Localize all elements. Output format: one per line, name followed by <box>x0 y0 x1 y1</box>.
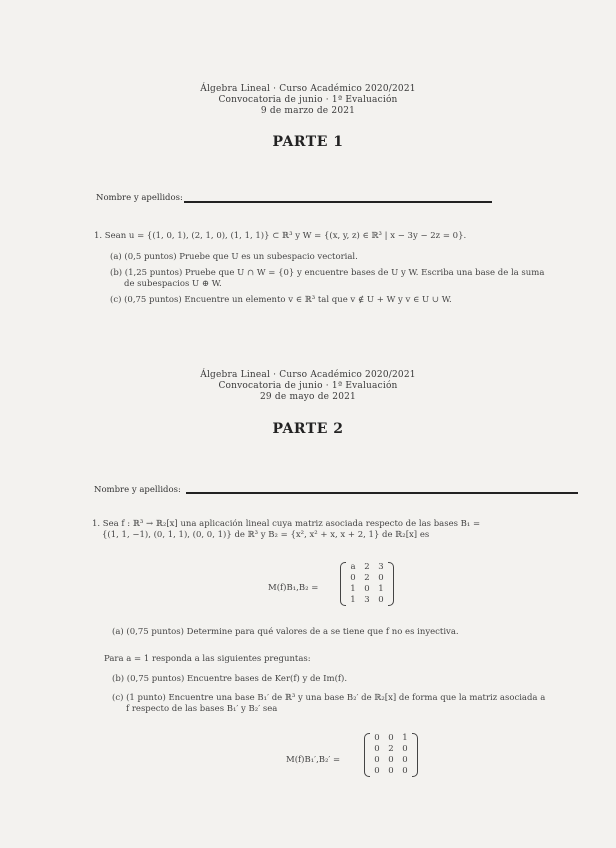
item-b-cont: de subespacios U ⊕ W. <box>124 279 222 289</box>
parte1-header <box>0 84 616 117</box>
matrix-cell: 0 <box>388 755 394 765</box>
matrix-cell: 3 <box>364 595 370 605</box>
matrix-cell: 0 <box>374 744 380 754</box>
parte1-title: PARTE 1 <box>272 134 344 150</box>
name-label: Nombre y apellidos: <box>96 193 183 203</box>
matrix-cell: 1 <box>350 584 356 594</box>
date-line: 9 de marzo de 2021 <box>260 106 356 116</box>
matrix-cell: 0 <box>378 573 384 583</box>
matrix-cell: 0 <box>374 766 380 776</box>
item-a: (a) (0,5 puntos) Pruebe que U es un subespacio vectorial. <box>110 252 358 262</box>
matrix-cell: 1 <box>350 595 356 605</box>
item-c: (c) (0,75 puntos) Encuentre un elemento v ∈ ℝ³ tal que v ∉ U + W y v ∈ U ∪ W. <box>110 295 452 305</box>
condition-paragraph: Para a = 1 responda a las siguientes preguntas: <box>104 654 311 664</box>
name-label: Nombre y apellidos: <box>94 485 181 495</box>
session-line: Convocatoria de junio · 1ª Evaluación <box>218 95 398 105</box>
matrix1 <box>346 562 388 606</box>
matrix-cell: 1 <box>378 584 384 594</box>
problem-statement: 1. Sean u = {(1, 0, 1), (2, 1, 0), (1, 1, 1)} ⊂ ℝ³ y W = {(x, y, z) ∈ ℝ³ | x − 3y − 2z = 0}. <box>94 231 467 241</box>
session-line: Convocatoria de junio · 1ª Evaluación <box>218 381 398 391</box>
name-line <box>186 492 578 494</box>
matrix2-label: M(f)B₁′,B₂′ = <box>286 755 341 765</box>
item-c-line-1: (c) (1 punto) Encuentre una base B₁′ de ℝ³ y una base B₂′ de ℝ₂[x] de forma que la matriz asociada a <box>112 693 546 703</box>
matrix-bracket-left <box>340 562 346 606</box>
matrix-cell: 0 <box>388 766 394 776</box>
matrix-cell: 0 <box>350 573 356 583</box>
matrix1-label: M(f)B₁,B₂ = <box>268 583 319 593</box>
problem-statement <box>92 519 592 541</box>
course-line: Álgebra Lineal · Curso Académico 2020/2021 <box>200 84 416 94</box>
matrix-cell: 0 <box>378 595 384 605</box>
matrix-cell: 0 <box>374 755 380 765</box>
matrix-cell: 0 <box>364 584 370 594</box>
matrix-cell: 2 <box>364 562 370 572</box>
item-c <box>112 693 582 715</box>
matrix-cell: 3 <box>378 562 384 572</box>
parte2-title: PARTE 2 <box>272 421 344 437</box>
item-b: (b) (1,25 puntos) Pruebe que U ∩ W = {0} y encuentre bases de U y W. Escriba una base de la suma <box>110 268 545 278</box>
matrix-cell: 2 <box>364 573 370 583</box>
item-a: (a) (0,75 puntos) Determine para qué valores de a se tiene que f no es inyectiva. <box>112 627 459 637</box>
date-line: 29 de mayo de 2021 <box>260 392 356 402</box>
problem-line-2: {(1, 1, −1), (0, 1, 1), (0, 0, 1)} de ℝ³ y B₂ = {x², x² + x, x + 2, 1} de ℝ₂[x] es <box>102 530 430 540</box>
matrix2 <box>370 733 412 777</box>
matrix-cell: 0 <box>402 744 408 754</box>
problem-items <box>110 252 550 306</box>
matrix-bracket-right <box>412 733 418 777</box>
parte2-header <box>0 370 616 403</box>
matrix-bracket-left <box>364 733 370 777</box>
matrix-cell: a <box>350 562 356 572</box>
item-b: (b) (0,75 puntos) Encuentre bases de Ker(f) y de Im(f). <box>112 674 348 684</box>
matrix-cell: 2 <box>388 744 394 754</box>
matrix-cell: 0 <box>402 766 408 776</box>
name-line <box>184 201 492 203</box>
matrix-cell: 1 <box>402 733 408 743</box>
matrix-cell: 0 <box>388 733 394 743</box>
course-line: Álgebra Lineal · Curso Académico 2020/2021 <box>200 370 416 380</box>
matrix-cell: 0 <box>374 733 380 743</box>
matrix-cell: 0 <box>402 755 408 765</box>
item-c-line-2: f respecto de las bases B₁′ y B₂′ sea <box>126 704 278 714</box>
problem-line-1: 1. Sea f : ℝ³ → ℝ₂[x] una aplicación lineal cuya matriz asociada respecto de las bases B₁ = <box>92 519 481 529</box>
matrix-bracket-right <box>388 562 394 606</box>
